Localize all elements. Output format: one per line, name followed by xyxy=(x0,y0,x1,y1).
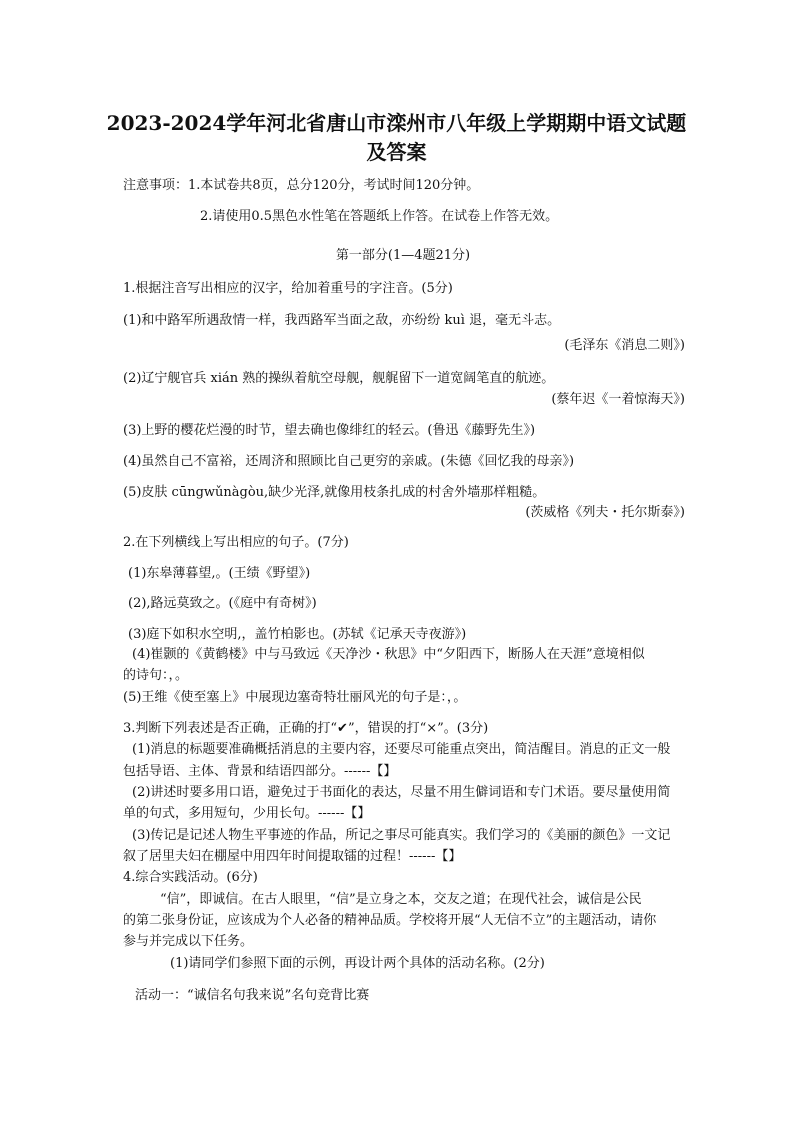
q3-item-1-line1: (1)消息的标题要准确概括消息的主要内容，还要尽可能重点突出，简洁醒目。消息的正文一般 xyxy=(132,742,671,757)
q2-item-5: (5)王维《使至塞上》中展现边塞奇特壮丽风光的句子是：，。 xyxy=(123,690,467,705)
q4-activity-1: 活动一：“诚信名句我来说”名句竞背比赛 xyxy=(135,988,370,1003)
q1-item-2-source: (蔡年迟《一着惊海天》) xyxy=(551,392,685,407)
q1-item-1: (1)和中路军所遇敌情一样，我西路军当面之敌，亦纷纷 kuì 退，毫无斗志。 xyxy=(123,313,561,328)
q1-item-3: (3)上野的樱花烂漫的时节，望去确也像绯红的轻云。(鲁迅《藤野先生》) xyxy=(123,423,536,438)
notice-2: 2.请使用0.5黑色水性笔在答题纸上作答。在试卷上作答无效。 xyxy=(200,209,559,224)
q2-stem: 2.在下列横线上写出相应的句子。(7分) xyxy=(123,535,349,550)
q4-para-line2: 的第二张身份证，应该成为个人必备的精神品质。学校将开展“人无信不立”的主题活动，请你 xyxy=(123,913,657,928)
q2-item-3: (3)庭下如积水空明,，盖竹柏影也。(苏轼《记承天寺夜游》) xyxy=(128,627,467,642)
q1-item-2: (2)辽宁舰官兵 xián 熟的操纵着航空母舰，舰艉留下一道宽阔笔直的航迹。 xyxy=(123,371,555,386)
q3-item-2-line2: 单的句式，多用短句，少用长句。------【】 xyxy=(123,806,371,821)
q4-para-line3: 参与并完成以下任务。 xyxy=(123,934,254,949)
q2-item-2: (2),路远莫致之。(《庭中有奇树》) xyxy=(128,596,317,611)
q3-item-1-line2: 包括导语、主体、背景和结语四部分。------【】 xyxy=(123,764,397,779)
q1-item-4: (4)虽然自己不富裕，还周济和照顾比自己更穷的亲戚。(朱德《回忆我的母亲》) xyxy=(123,454,575,469)
q4-sub-1: (1)请同学们参照下面的示例，再设计两个具体的活动名称。(2分) xyxy=(170,956,545,971)
q2-item-4-line1: (4)崔颢的《黄鹤楼》中与马致远《天净沙・秋思》中“夕阳西下，断肠人在天涯”意境相似 xyxy=(132,647,645,662)
q2-item-1: (1)东皋薄暮望,。(王绩《野望》) xyxy=(128,566,311,581)
doc-title-line1: 2023-2024学年河北省唐山市滦州市八年级上学期期中语文试题 xyxy=(106,111,687,135)
q4-stem: 4.综合实践活动。(6分) xyxy=(123,870,258,885)
q1-item-1-source: (毛泽东《消息二则》) xyxy=(564,338,685,353)
q1-stem: 1.根据注音写出相应的汉字，给加着重号的字注音。(5分) xyxy=(123,281,453,296)
q3-item-2-line1: (2)讲述时要多用口语，避免过于书面化的表达，尽量不用生僻词语和专门术语。要尽量使用简 xyxy=(132,785,671,800)
notice-1: 注意事项：1.本试卷共8页，总分120分，考试时间120分钟。 xyxy=(123,178,480,193)
q1-item-5-source: (茨威格《列夫・托尔斯泰》) xyxy=(525,505,685,520)
q3-item-3-line1: (3)传记是记述人物生平事迹的作品，所记之事尽可能真实。我们学习的《美丽的颜色》一文记 xyxy=(132,828,671,843)
q3-stem: 3.判断下列表述是否正确，正确的打“✔”，错误的打“×”。(3分) xyxy=(123,721,489,736)
q2-item-4-line2: 的诗句：，。 xyxy=(123,668,189,683)
q4-para-line1: “信”，即诚信。在古人眼里，“信”是立身之本，交友之道；在现代社会，诚信是公民 xyxy=(160,892,642,907)
q3-item-3-line2: 叙了居里夫妇在棚屋中用四年时间提取镭的过程！------【】 xyxy=(123,849,462,864)
q1-item-5: (5)皮肤 cūngwǔnàgòu,缺少光泽,就像用枝条扎成的村舍外墙那样粗糙。 xyxy=(123,485,546,500)
part-heading: 第一部分(1—4题21分) xyxy=(335,248,471,263)
doc-title-line2: 及答案 xyxy=(366,140,427,164)
